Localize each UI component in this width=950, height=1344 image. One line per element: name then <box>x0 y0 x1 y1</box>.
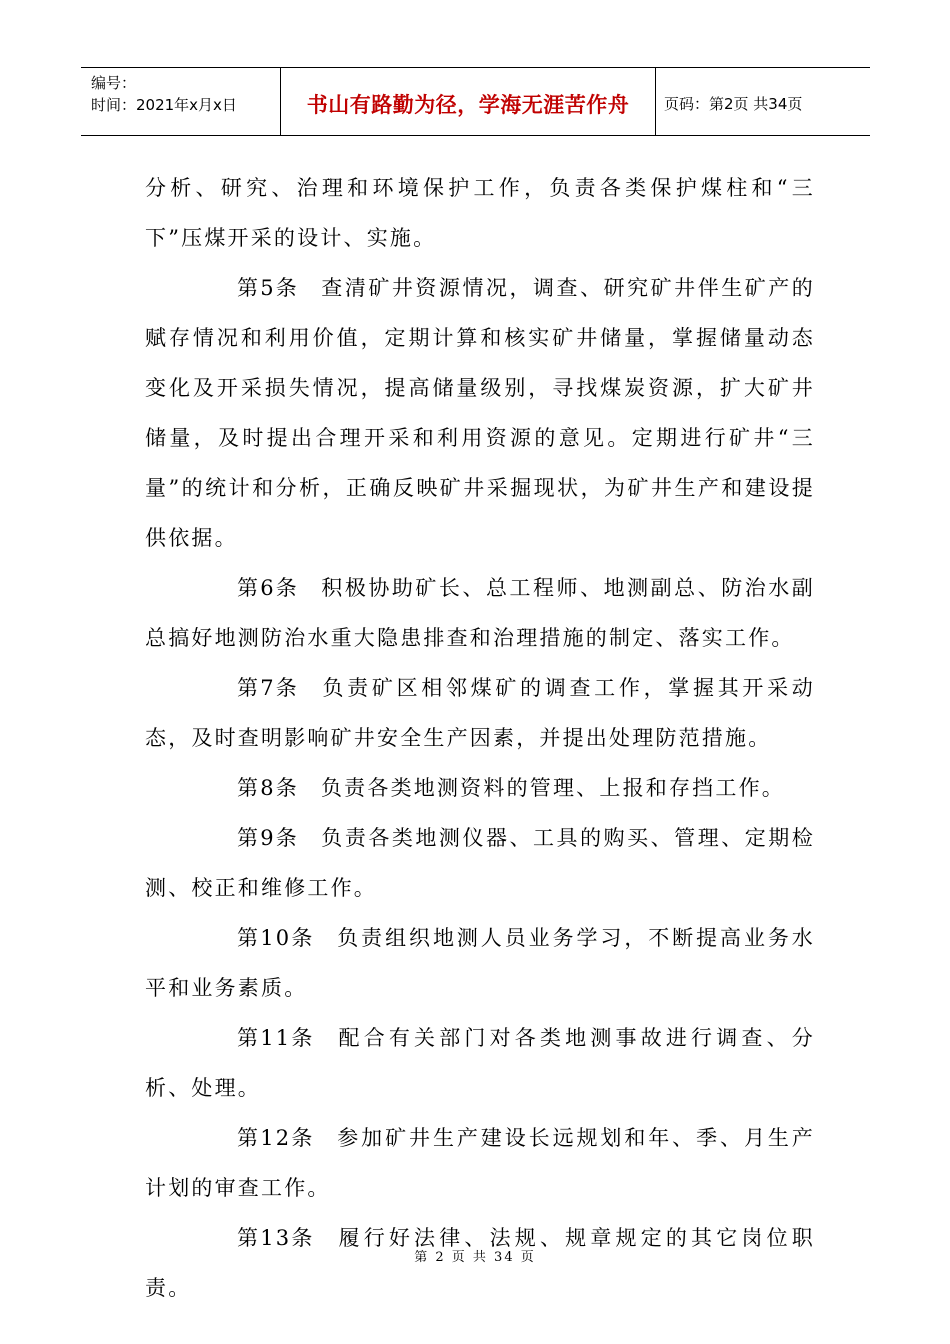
article-text: 参加矿井生产建设长远规划和年、季、月生产计划的审查工作。 <box>145 1126 815 1200</box>
article-text: 查清矿井资源情况，调查、研究矿井伴生矿产的赋存情况和利用价值，定期计算和核实矿井储量，掌握储量动态变化及开采损失情况，提高储量级别，寻找煤炭资源，扩大矿井储量，及时提出合理开采和利用资源的意见。定期进行矿井“三量”的统计和分析，正确反映矿井采掘现状，为矿井生产和建设提供依据。 <box>145 276 815 550</box>
paragraph-continued <box>145 163 815 263</box>
article-number: 第6条 <box>237 576 299 600</box>
article-7 <box>145 663 815 763</box>
article-9 <box>145 813 815 913</box>
header-meta <box>81 68 281 135</box>
article-11 <box>145 1013 815 1113</box>
article-8 <box>145 763 815 813</box>
article-10 <box>145 913 815 1013</box>
article-number: 第12条 <box>237 1126 315 1150</box>
article-number: 第11条 <box>237 1026 315 1050</box>
article-text: 负责各类地测资料的管理、上报和存挡工作。 <box>320 776 785 800</box>
article-text: 负责组织地测人员业务学习，不断提高业务水平和业务素质。 <box>145 926 815 1000</box>
article-6 <box>145 563 815 663</box>
article-number: 第10条 <box>237 926 315 950</box>
article-text: 负责各类地测仪器、工具的购买、管理、定期检测、校正和维修工作。 <box>145 826 815 900</box>
paragraph-text: 分析、研究、治理和环境保护工作，负责各类保护煤柱和“三下”压煤开采的设计、实施。 <box>145 176 815 250</box>
header-page-code: 页码：第2页 共34页 <box>664 95 803 113</box>
article-text: 履行好法律、法规、规章规定的其它岗位职责。 <box>145 1226 815 1300</box>
document-body <box>145 163 815 1313</box>
article-text: 负责矿区相邻煤矿的调查工作，掌握其开采动态，及时查明影响矿井安全生产因素，并提出处理防范措施。 <box>145 676 815 750</box>
header-page-code-cell <box>656 68 870 135</box>
page-footer <box>0 1246 950 1265</box>
article-text: 积极协助矿长、总工程师、地测副总、防治水副总搞好地测防治水重大隐患排查和治理措施的制定、落实工作。 <box>145 576 815 650</box>
article-text: 配合有关部门对各类地测事故进行调查、分析、处理。 <box>145 1026 815 1100</box>
document-number-label: 编号： <box>91 74 137 92</box>
document-date: 时间：2021年x月x日 <box>91 96 237 114</box>
article-number: 第5条 <box>237 276 299 300</box>
article-number: 第7条 <box>237 676 299 700</box>
article-12 <box>145 1113 815 1213</box>
page-header <box>81 67 870 136</box>
footer-page-number: 第 2 页 共 34 页 <box>414 1250 536 1265</box>
header-motto: 书山有路勤为径，学海无涯苦作舟 <box>306 92 630 117</box>
header-motto-cell <box>281 68 656 135</box>
article-number: 第13条 <box>237 1226 315 1250</box>
article-number: 第9条 <box>237 826 299 850</box>
article-number: 第8条 <box>237 776 299 800</box>
article-5 <box>145 263 815 563</box>
